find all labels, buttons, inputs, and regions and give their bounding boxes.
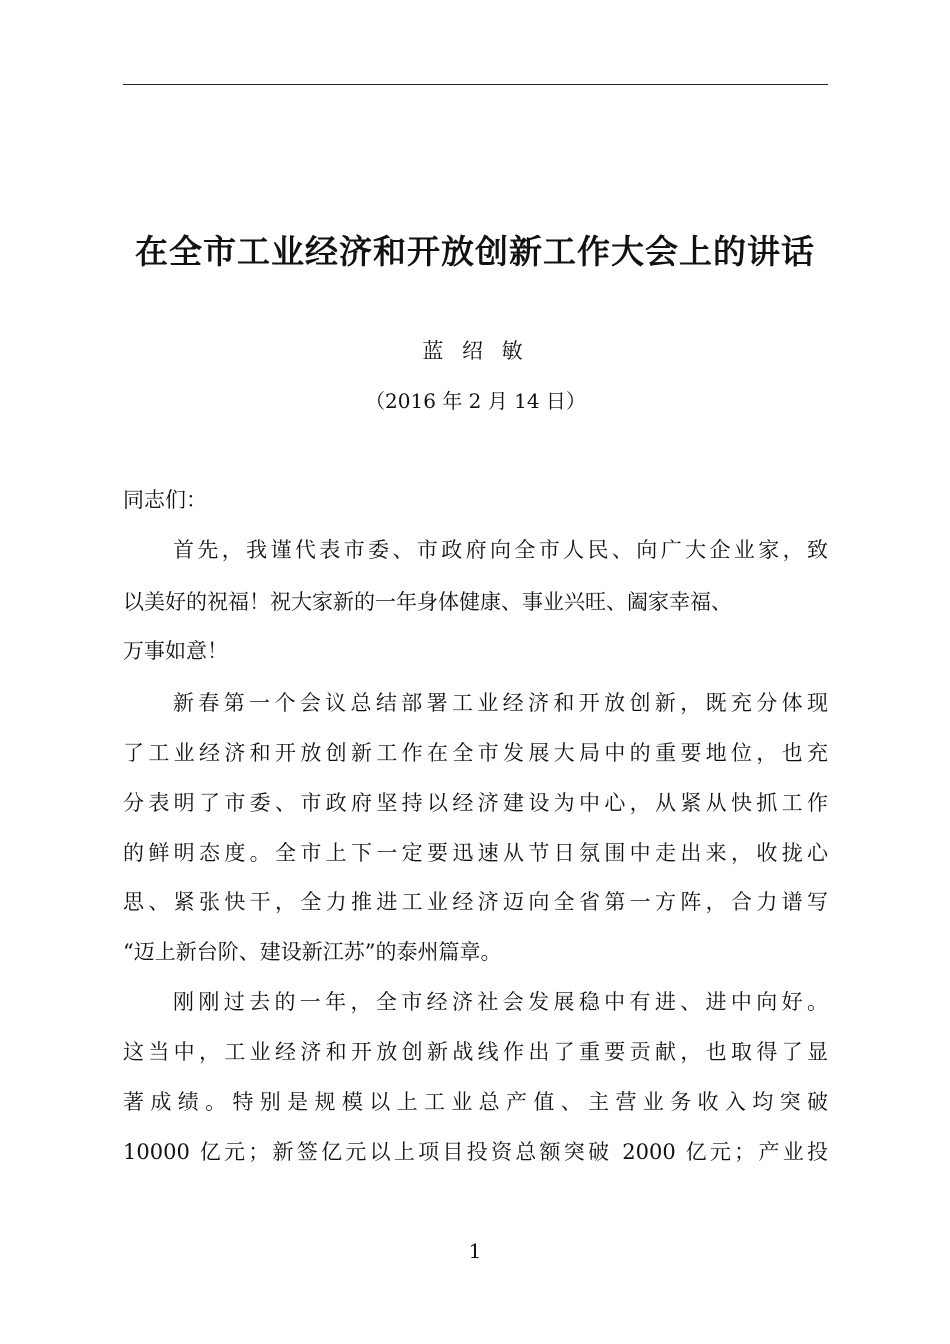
paragraph-line: 以美好的祝福！祝大家新的一年身体健康、事业兴旺、阖家幸福、 (123, 590, 732, 614)
paragraph-line: 著成绩。特别是规模以上工业总产值、主营业务收入均突破 (123, 1090, 828, 1114)
speech-date: （2016 年 2 月 14 日） (365, 389, 586, 413)
paragraph-line: 首先，我谨代表市委、市政府向全市人民、向广大企业家，致 (173, 538, 828, 562)
author-name: 蓝 绍 敏 (422, 339, 529, 363)
paragraph-line: 这当中，工业经济和开放创新战线作出了重要贡献，也取得了显 (123, 1040, 828, 1064)
paragraph-line: 新春第一个会议总结部署工业经济和开放创新，既充分体现 (173, 691, 828, 715)
salutation: 同志们： (123, 488, 207, 512)
paragraph-line: 思、紧张快干，全力推进工业经济迈向全省第一方阵，合力谱写 (123, 890, 828, 914)
paragraph-line: 的鲜明态度。全市上下一定要迅速从节日氛围中走出来，收拢心 (123, 841, 828, 865)
header-rule (123, 84, 828, 85)
paragraph-line: 刚刚过去的一年，全市经济社会发展稳中有进、进中向好。 (173, 990, 828, 1014)
page-number: 1 (468, 1239, 482, 1263)
paragraph-line: 10000 亿元；新签亿元以上项目投资总额突破 2000 亿元；产业投 (123, 1140, 828, 1164)
paragraph-line: 分表明了市委、市政府坚持以经济建设为中心，从紧从快抓工作 (123, 791, 828, 815)
document-title: 在全市工业经济和开放创新工作大会上的讲话 (135, 232, 815, 271)
paragraph-line: 了工业经济和开放创新工作在全市发展大局中的重要地位，也充 (123, 741, 828, 765)
paragraph-line: “迈上新台阶、建设新江苏”的泰州篇章。 (123, 940, 502, 964)
paragraph-line: 万事如意！ (123, 639, 228, 663)
